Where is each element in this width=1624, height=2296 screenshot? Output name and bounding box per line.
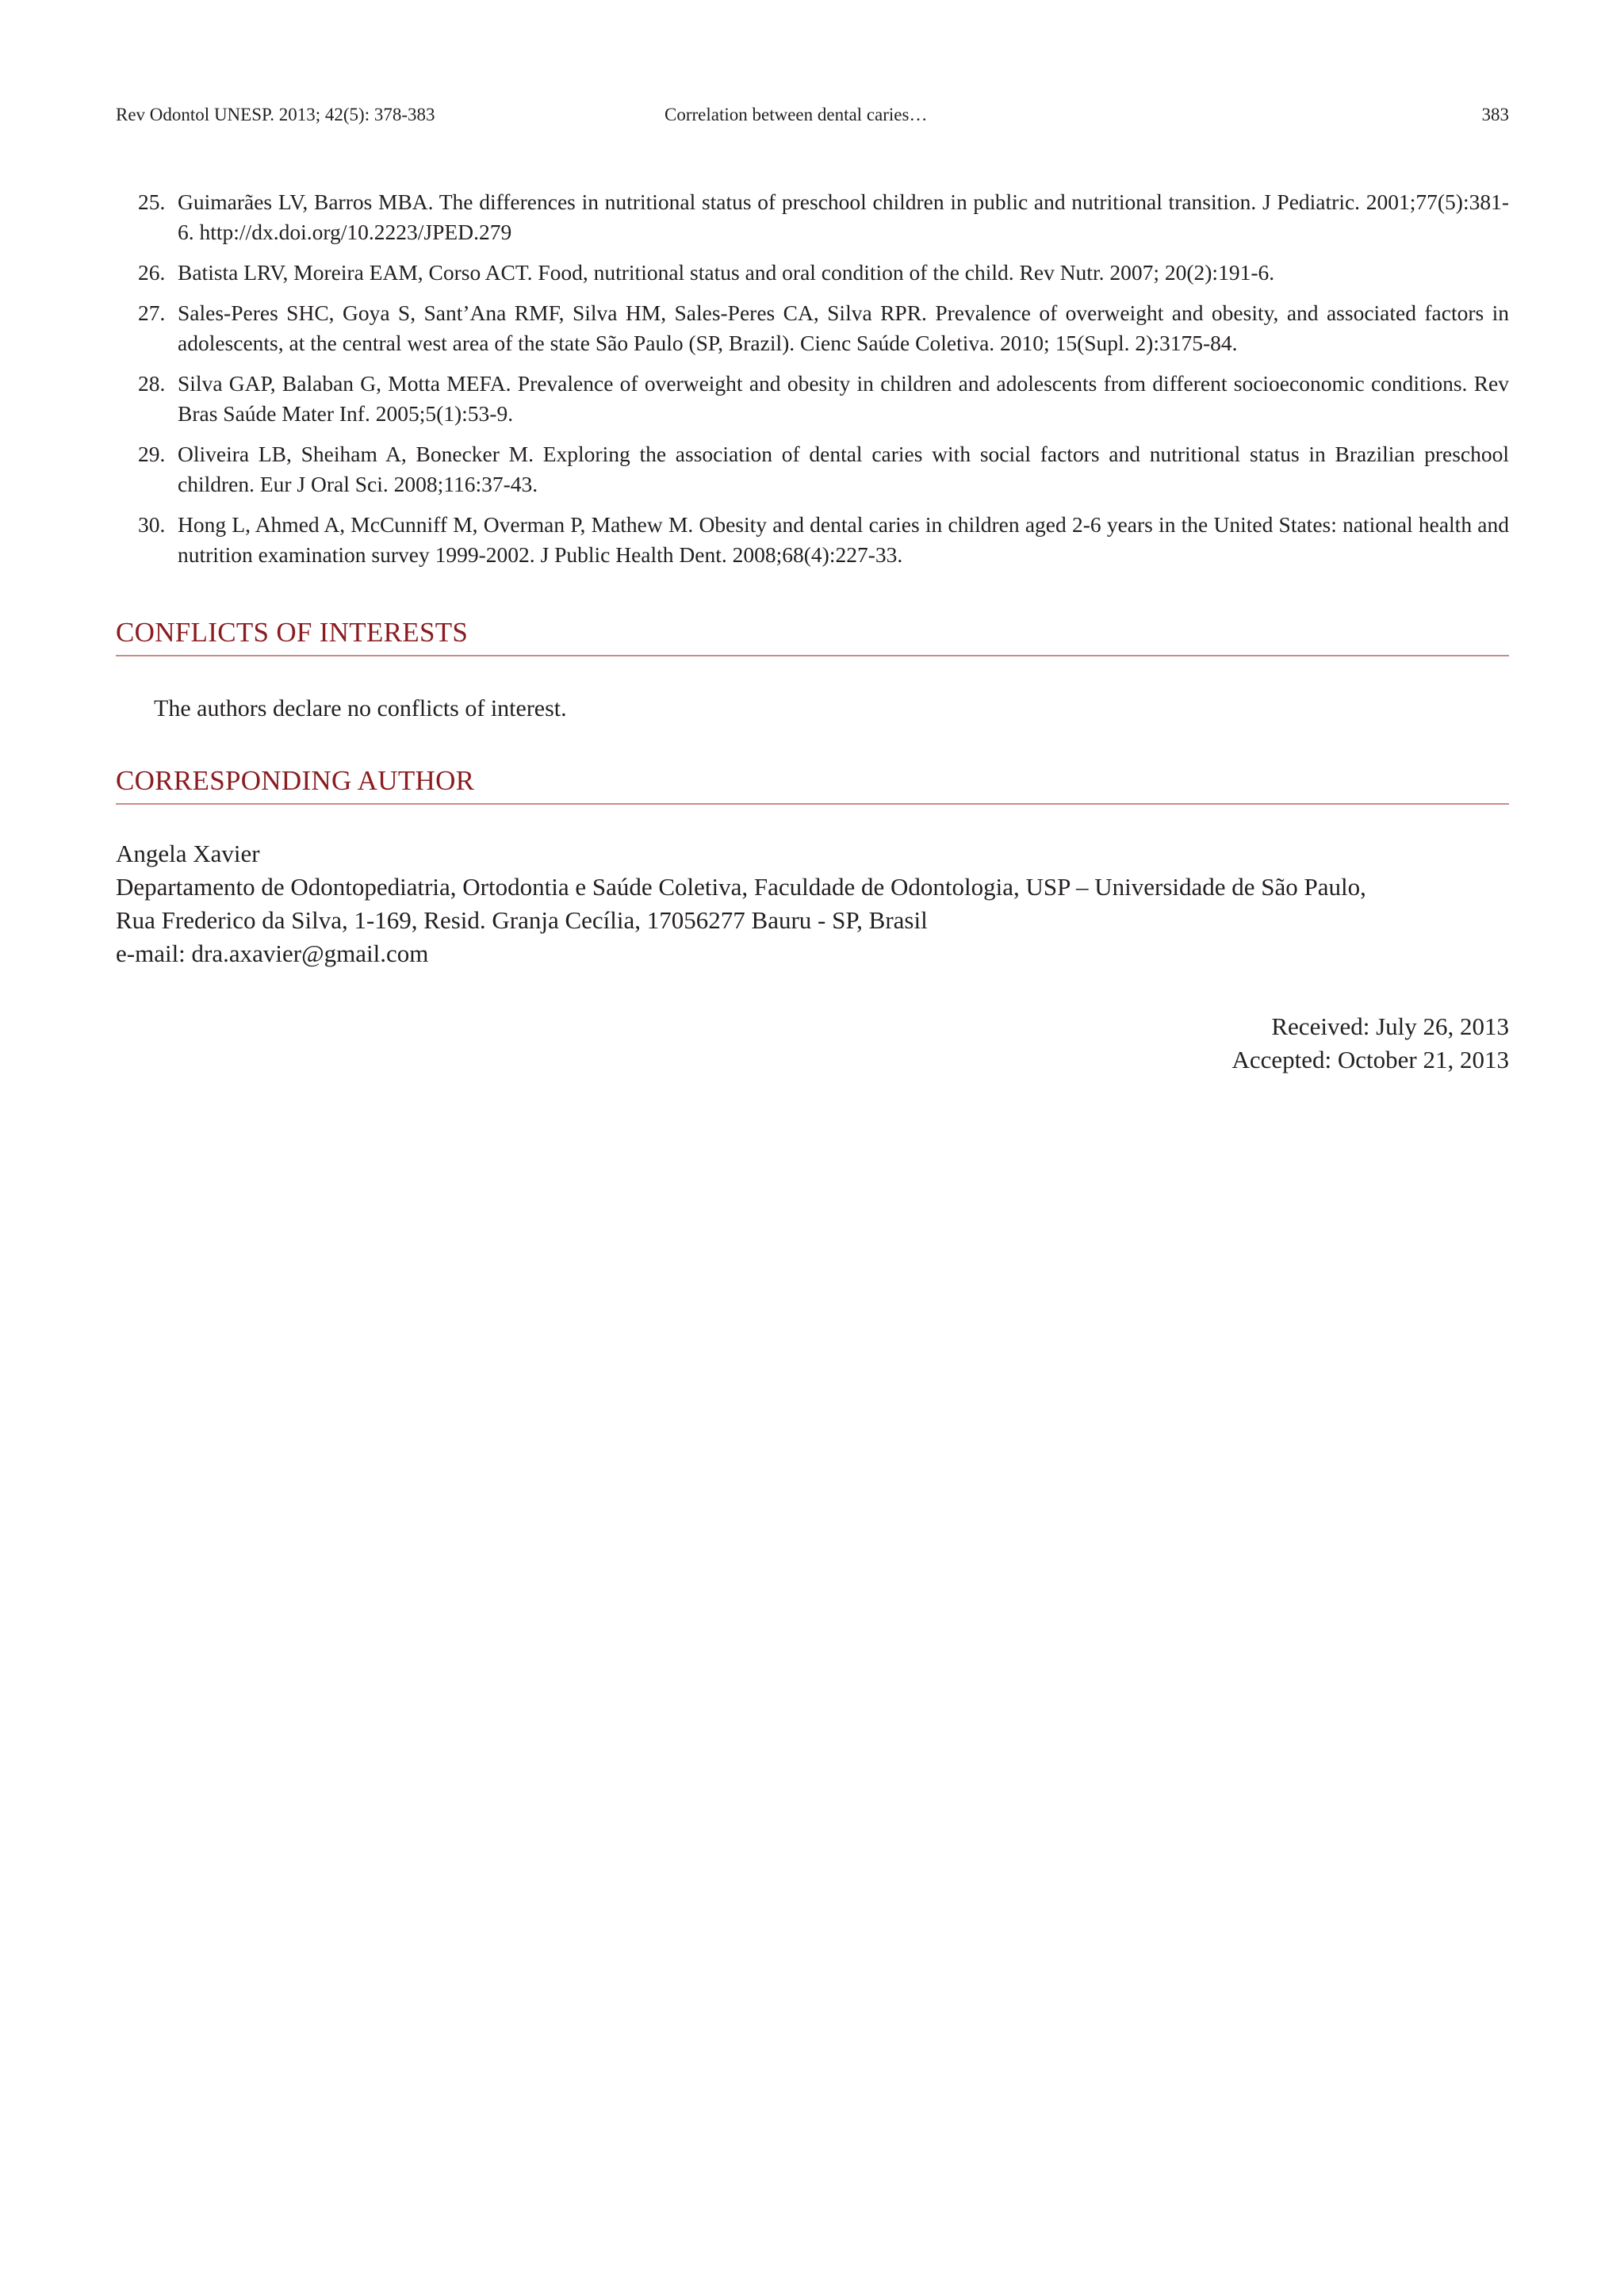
reference-item [116, 369, 1509, 429]
reference-number: 27. [138, 300, 166, 325]
reference-number: 25. [138, 189, 166, 214]
received-date: Received: July 26, 2013 [1271, 1012, 1509, 1040]
author-affiliation: Departamento de Odontopediatria, Ortodontia e Saúde Coletiva, Faculdade de Odontologia, USP – Universidade de São Paulo, [116, 873, 1366, 901]
accepted-date: Accepted: October 21, 2013 [1231, 1046, 1509, 1073]
reference-number: 30. [138, 512, 166, 537]
reference-item [116, 298, 1509, 358]
reference-number: 28. [138, 371, 166, 396]
page-number: 383 [1481, 105, 1509, 124]
journal-citation: Rev Odontol UNESP. 2013; 42(5): 378-383 [116, 105, 435, 124]
author-address: Rua Frederico da Silva, 1-169, Resid. Granja Cecília, 17056277 Bauru - SP, Brasil [116, 906, 928, 934]
reference-item [116, 510, 1509, 570]
reference-text: Oliveira LB, Sheiham A, Bonecker M. Exploring the association of dental caries with social factors and nutritional status in Brazilian preschool children. Eur J Oral Sci. 2008;116:37-43. [178, 442, 1509, 496]
reference-number: 29. [138, 442, 166, 466]
submission-dates [1232, 1010, 1510, 1077]
reference-list [116, 187, 1509, 580]
reference-text: Guimarães LV, Barros MBA. The differences in nutritional status of preschool children in public and nutritional transition. J Pediatric. 2001;77(5):381-6. http://dx.doi.org/10.2223/JPED.279 [178, 189, 1509, 244]
running-title: Correlation between dental caries… [665, 105, 928, 124]
running-header [116, 103, 1509, 127]
reference-text: Hong L, Ahmed A, McCunniff M, Overman P, Mathew M. Obesity and dental caries in children aged 2-6 years in the United States: national health and nutrition examination survey 1999-2002. J Public Health Dent. 2008;68(4):227-33. [178, 512, 1509, 567]
reference-number: 26. [138, 260, 166, 285]
corresponding-author-block [116, 837, 1509, 970]
reference-text: Sales-Peres SHC, Goya S, Sant’Ana RMF, Silva HM, Sales-Peres CA, Silva RPR. Prevalence of overweight and obesity, and associated factors in adolescents, at the central west area of the state São Paulo (SP, Brazil). Cienc Saúde Coletiva. 2010; 15(Supl. 2):3175-84. [178, 300, 1509, 355]
reference-item [116, 187, 1509, 247]
reference-text: Silva GAP, Balaban G, Motta MEFA. Prevalence of overweight and obesity in children and adolescents from different socioeconomic conditions. Rev Bras Saúde Mater Inf. 2005;5(1):53-9. [178, 371, 1509, 426]
reference-item [116, 258, 1509, 288]
corresponding-author-heading: CORRESPONDING AUTHOR [116, 763, 1509, 805]
reference-item [116, 439, 1509, 499]
conflicts-statement: The authors declare no conflicts of interest. [154, 695, 567, 721]
conflicts-heading: CONFLICTS OF INTERESTS [116, 615, 1509, 656]
author-name: Angela Xavier [116, 840, 260, 867]
reference-text: Batista LRV, Moreira EAM, Corso ACT. Food, nutritional status and oral condition of the child. Rev Nutr. 2007; 20(2):191-6. [178, 260, 1275, 285]
author-email: e-mail: dra.axavier@gmail.com [116, 939, 429, 967]
